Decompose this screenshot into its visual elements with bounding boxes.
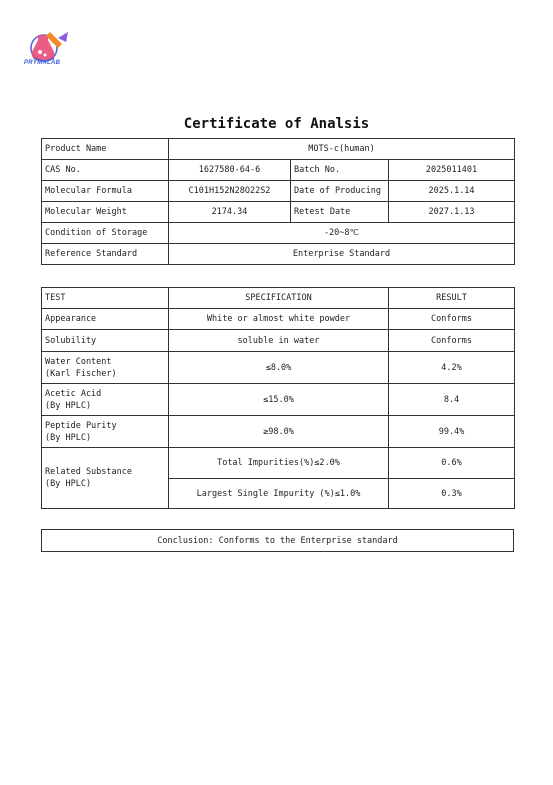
related-test <box>42 448 169 509</box>
retest-date-label: Retest Date <box>291 202 389 223</box>
acetic-test-line2: (By HPLC) <box>45 400 92 411</box>
acetic-spec: ≤15.0% <box>169 384 389 416</box>
table-row <box>42 448 515 479</box>
table-row <box>42 202 515 223</box>
batch-value: 2025011401 <box>389 160 515 181</box>
related-single-spec: Largest Single Impurity (%)≤1.0% <box>169 479 389 509</box>
water-test <box>42 352 169 384</box>
appearance-spec: White or almost white powder <box>169 309 389 330</box>
solubility-spec: soluble in water <box>169 330 389 352</box>
purity-test <box>42 416 169 448</box>
weight-label: Molecular Weight <box>42 202 169 223</box>
header-specification: SPECIFICATION <box>169 288 389 309</box>
batch-label: Batch No. <box>291 160 389 181</box>
brand-name: PRYMALAB <box>24 60 61 66</box>
product-name-label: Product Name <box>42 139 169 160</box>
product-name-value: MOTS-c(human) <box>169 139 515 160</box>
table-row <box>42 223 515 244</box>
produce-date-label: Date of Producing <box>291 181 389 202</box>
related-total-result: 0.6% <box>389 448 515 479</box>
conclusion-text: Conclusion: Conforms to the Enterprise standard <box>42 530 514 552</box>
purity-result: 99.4% <box>389 416 515 448</box>
produce-date-value: 2025.1.14 <box>389 181 515 202</box>
table-row <box>42 309 515 330</box>
appearance-test: Appearance <box>42 309 169 330</box>
cas-label: CAS No. <box>42 160 169 181</box>
table-row <box>42 244 515 265</box>
formula-label: Molecular Formula <box>42 181 169 202</box>
storage-label: Condition of Storage <box>42 223 169 244</box>
related-test-line2: (By HPLC) <box>45 479 92 489</box>
solubility-result: Conforms <box>389 330 515 352</box>
water-spec: ≤8.0% <box>169 352 389 384</box>
reference-value: Enterprise Standard <box>169 244 515 265</box>
reference-label: Reference Standard <box>42 244 169 265</box>
retest-date-value: 2027.1.13 <box>389 202 515 223</box>
acetic-test <box>42 384 169 416</box>
header-test: TEST <box>42 288 169 309</box>
water-result: 4.2% <box>389 352 515 384</box>
weight-value: 2174.34 <box>169 202 291 223</box>
table-header-row <box>42 288 515 309</box>
table-row <box>42 139 515 160</box>
water-test-line2: (Karl Fischer) <box>45 368 117 379</box>
purity-test-line2: (By HPLC) <box>45 432 92 443</box>
related-test-line1: Related Substance <box>45 467 132 477</box>
product-info-table <box>41 138 515 265</box>
table-row <box>42 530 514 552</box>
related-total-spec: Total Impurities(%)≤2.0% <box>169 448 389 479</box>
solubility-test: Solubility <box>42 330 169 352</box>
table-row <box>42 160 515 181</box>
header-result: RESULT <box>389 288 515 309</box>
table-row <box>42 416 515 448</box>
test-results-table <box>41 287 515 509</box>
table-row <box>42 330 515 352</box>
storage-value: -20~8℃ <box>169 223 515 244</box>
table-row <box>42 181 515 202</box>
conclusion-box <box>41 529 514 552</box>
table-row <box>42 352 515 384</box>
water-test-line1: Water Content <box>45 356 112 367</box>
table-row <box>42 384 515 416</box>
acetic-test-line1: Acetic Acid <box>45 388 102 399</box>
page-title: Certificate of Analsis <box>183 116 370 132</box>
formula-value: C101H152N28O22S2 <box>169 181 291 202</box>
purity-test-line1: Peptide Purity <box>45 420 117 431</box>
purity-spec: ≥98.0% <box>169 416 389 448</box>
related-single-result: 0.3% <box>389 479 515 509</box>
appearance-result: Conforms <box>389 309 515 330</box>
cas-value: 1627580-64-6 <box>169 160 291 181</box>
acetic-result: 8.4 <box>389 384 515 416</box>
